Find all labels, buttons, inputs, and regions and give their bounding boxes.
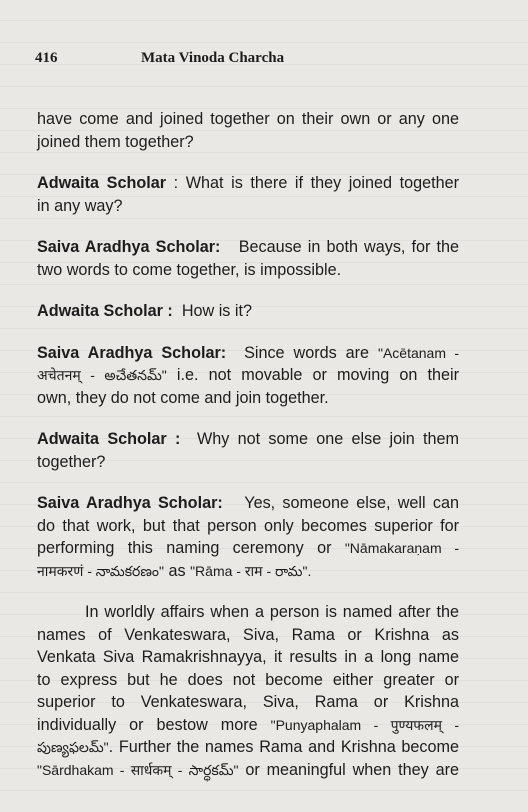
text-line (37, 236, 459, 259)
text-line (37, 537, 459, 560)
page-number: 416 (35, 50, 58, 66)
text-span: . Further the names Rama and Krishna become (108, 738, 459, 756)
text-span: or meaningful when they are (238, 760, 459, 779)
text-line: have come and joined together on their own or any one (37, 110, 459, 128)
text-line: to express but he does not become either greater or (37, 670, 459, 689)
text-line (37, 428, 459, 451)
text-line: do that work, but that person only becomes superior for (37, 516, 459, 535)
text-line: in any way? (37, 196, 123, 215)
text-span: Since words are (244, 343, 378, 362)
text-line (37, 300, 459, 323)
transliteration: పుణ్యఫలమ్" (37, 739, 109, 755)
paragraph-1 (37, 108, 459, 153)
text-line: joined them together? (37, 132, 194, 151)
paragraph-5 (37, 342, 459, 410)
transliteration: नामकरणं - నామకరణం" (37, 562, 164, 579)
transliteration: "Acētanam - (377, 344, 459, 361)
paragraph-6 (37, 428, 459, 473)
speaker-name: Adwaita Scholar : (37, 302, 173, 320)
body-text (37, 108, 459, 800)
transliteration: अचेतनम् - అచేతనమ్" (37, 367, 167, 383)
text-line (37, 492, 459, 515)
text-line (37, 759, 459, 782)
text-line (37, 172, 459, 195)
text-line: In worldly affairs when a person is named after the (85, 603, 459, 621)
text-line: own, they do not come and join together. (37, 388, 329, 407)
text-span: : What is there if they joined together (173, 174, 460, 192)
running-title: Mata Vinoda Charcha (141, 50, 285, 66)
transliteration: "Sārdhakam - सार्धकम् - సార్ధకమ్" (37, 761, 239, 778)
text-line: superior to Venkateswara, Siva, Rama or Krishna (37, 693, 459, 711)
text-line (37, 736, 459, 759)
text-span: Why not some one else join them (196, 430, 459, 448)
text-span: Yes, someone else, well can (244, 494, 459, 512)
paragraph-2 (37, 172, 459, 217)
text-line: two words to come together, is impossible. (37, 260, 342, 279)
transliteration: "Rāma - राम - రామ". (190, 562, 312, 579)
speaker-name: Saiva Aradhya Scholar: (37, 343, 227, 362)
paragraph-3 (37, 236, 459, 281)
transliteration: "Punyaphalam - पुण्यफलम् - (270, 716, 459, 733)
speaker-name: Adwaita Scholar (37, 174, 167, 192)
text-span: performing this naming ceremony or (37, 539, 345, 557)
page-header (35, 50, 505, 72)
speaker-name: Saiva Aradhya Scholar: (37, 494, 223, 512)
text-line (37, 560, 459, 583)
text-span: i.e. not movable or moving on their (166, 366, 459, 384)
speaker-name: Saiva Aradhya Scholar: (37, 238, 221, 256)
text-line: together? (37, 452, 106, 471)
paragraph-7 (37, 492, 459, 582)
paragraph-8 (37, 601, 459, 781)
text-line: names of Venkateswara, Siva, Rama or Krishna as (37, 625, 459, 644)
text-line (37, 714, 459, 737)
text-line (37, 342, 459, 365)
text-span: individually or bestow more (37, 715, 271, 734)
text-line (37, 364, 459, 387)
paragraph-4 (37, 300, 459, 323)
text-span: Because in both ways, for the (238, 238, 459, 256)
text-span: as (163, 561, 191, 580)
text-span: How is it? (181, 302, 252, 320)
text-line: Venkata Siva Ramakrishnayya, it results in a long name (37, 648, 459, 666)
transliteration: "Nāmakaraṇam - (344, 540, 460, 556)
speaker-name: Adwaita Scholar : (37, 430, 181, 448)
